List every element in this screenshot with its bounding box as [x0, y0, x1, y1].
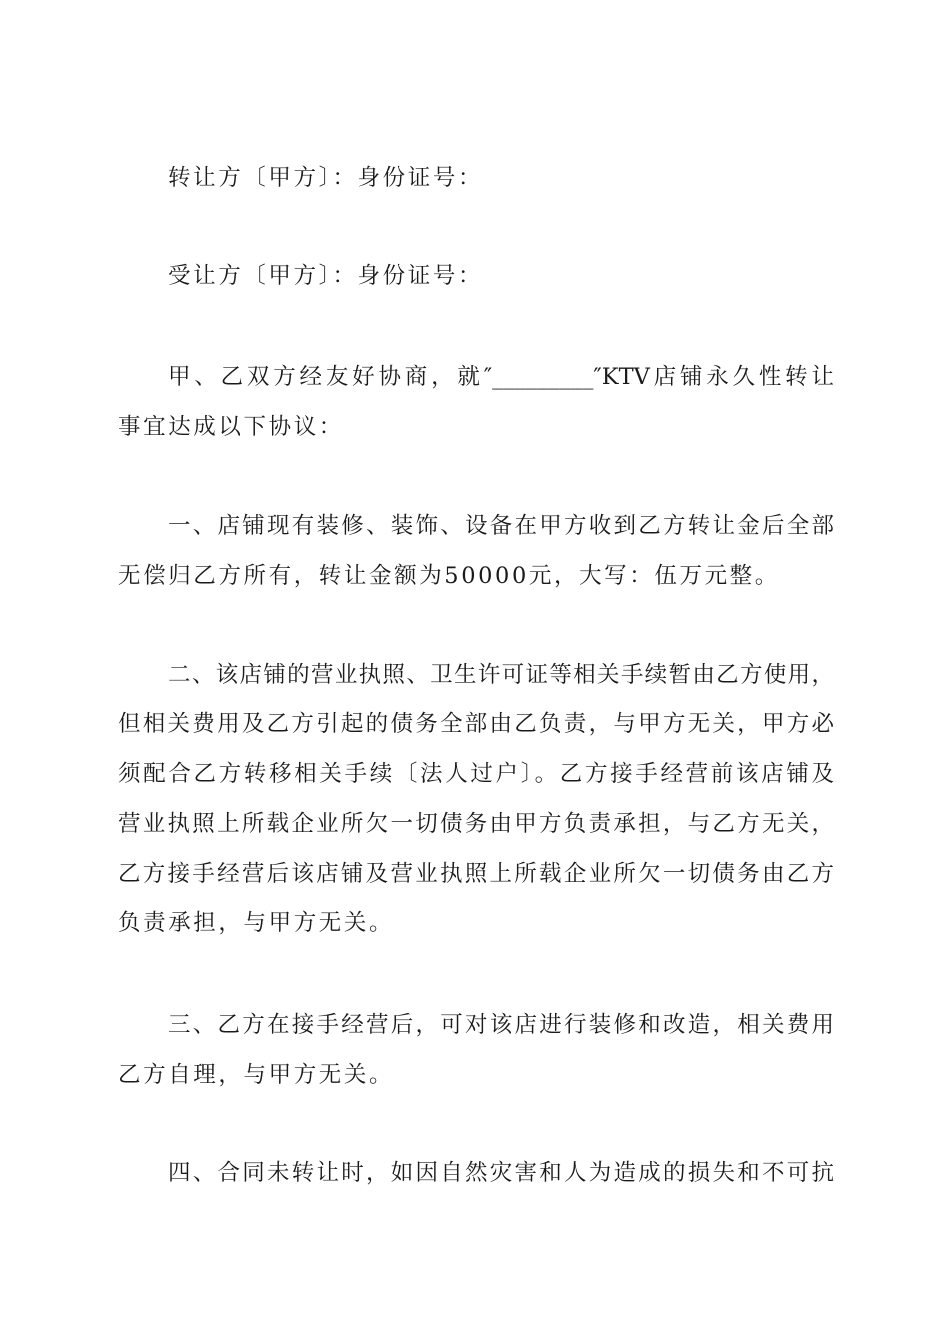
- clause-1-line-2: 无偿归乙方所有，转让金额为50000元，大写：伍万元整。: [118, 563, 780, 589]
- transferee-line: 受让方〔甲方〕：身份证号：: [168, 263, 484, 289]
- clause-2-line-4: 营业执照上所载企业所欠一切债务由甲方负责承担，与乙方无关，: [118, 811, 834, 837]
- clause-2-line-2: 但相关费用及乙方引起的债务全部由乙负责，与甲方无关，甲方必: [118, 711, 834, 737]
- clause-3-line-1: 三、乙方在接手经营后，可对该店进行装修和改造，相关费用: [168, 1012, 834, 1038]
- clause-2-line-6: 负责承担，与甲方无关。: [118, 910, 395, 936]
- clause-2-line-3: 须配合乙方转移相关手续〔法人过户〕。乙方接手经营前该店铺及: [118, 761, 834, 787]
- clause-3-line-2: 乙方自理，与甲方无关。: [118, 1062, 395, 1088]
- clause-4-line-1: 四、合同未转让时，如因自然灾害和人为造成的损失和不可抗: [168, 1160, 834, 1186]
- clause-2-line-1: 二、该店铺的营业执照、卫生许可证等相关手续暂由乙方使用，: [168, 662, 834, 688]
- preamble-line-2: 事宜达成以下协议：: [118, 414, 344, 440]
- transferor-line: 转让方〔甲方〕：身份证号：: [168, 165, 484, 191]
- preamble-line-1: 甲、乙双方经友好协商，就″_________″KTV店铺永久性转让: [168, 364, 834, 390]
- clause-1-line-1: 一、店铺现有装修、装饰、设备在甲方收到乙方转让金后全部: [168, 513, 834, 539]
- clause-2-line-5: 乙方接手经营后该店铺及营业执照上所载企业所欠一切债务由乙方: [118, 861, 834, 887]
